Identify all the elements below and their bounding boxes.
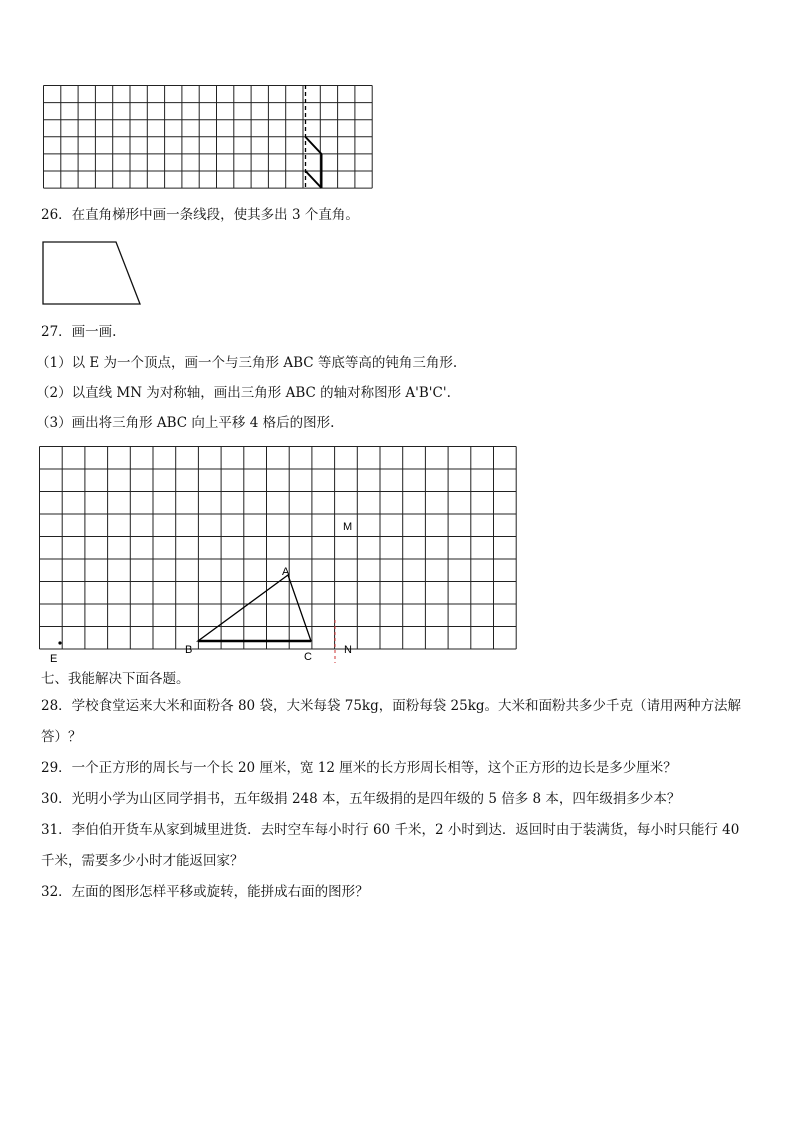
right-trapezoid <box>40 239 146 307</box>
label-e: E <box>50 653 58 665</box>
question-28-line-1: 28．学校食堂运来大米和面粉各 80 袋，大米每袋 75kg，面粉每袋 25kg。大米和面粉共多少千克（请用两种方法解 <box>41 698 742 714</box>
label-b: B <box>185 644 193 656</box>
point-e-dot <box>58 641 61 644</box>
top-grid-shape <box>306 137 322 188</box>
triangle-grid-figure <box>38 445 520 665</box>
triangle-abc <box>198 575 311 641</box>
question-27-title: 27．画一画. <box>41 324 117 340</box>
question-26: 26．在直角梯形中画一条线段，使其多出 3 个直角。 <box>41 207 359 223</box>
shape-diagonal-1 <box>306 137 322 154</box>
label-c: C <box>304 651 312 663</box>
question-28-line-2: 答）？ <box>41 729 82 745</box>
top-grid <box>44 86 373 189</box>
label-n: N <box>344 644 352 656</box>
question-27-item-1: （1）以 E 为一个顶点，画一个与三角形 ABC 等底等高的钝角三角形. <box>36 355 458 371</box>
question-32: 32．左面的图形怎样平移或旋转，能拼成右面的图形？ <box>41 884 369 900</box>
label-m: M <box>343 521 353 533</box>
question-29: 29．一个正方形的周长与一个长 20 厘米，宽 12 厘米的长方形周长相等，这个正方形的边长是多少厘米？ <box>41 760 677 776</box>
section-7-heading: 七、我能解决下面各题。 <box>41 671 190 687</box>
main-grid <box>40 447 517 650</box>
top-grid-figure <box>40 82 376 192</box>
label-a: A <box>282 566 290 578</box>
question-31-line-1: 31．李伯伯开货车从家到城里进货．去时空车每小时行 60 千米，2 小时到达．返回时由于装满货，每小时只能行 40 <box>41 822 740 838</box>
question-27-item-2: （2）以直线 MN 为对称轴，画出三角形 ABC 的轴对称图形 A'B'C'. <box>36 385 451 401</box>
question-27-item-3: （3）画出将三角形 ABC 向上平移 4 格后的图形. <box>36 415 335 431</box>
shape-diagonal-2 <box>306 171 322 188</box>
question-31-line-2: 千米，需要多少小时才能返回家？ <box>41 853 244 869</box>
question-30: 30．光明小学为山区同学捐书，五年级捐 248 本，五年级捐的是四年级的 5 倍多 8 本，四年级捐多少本？ <box>41 791 681 807</box>
